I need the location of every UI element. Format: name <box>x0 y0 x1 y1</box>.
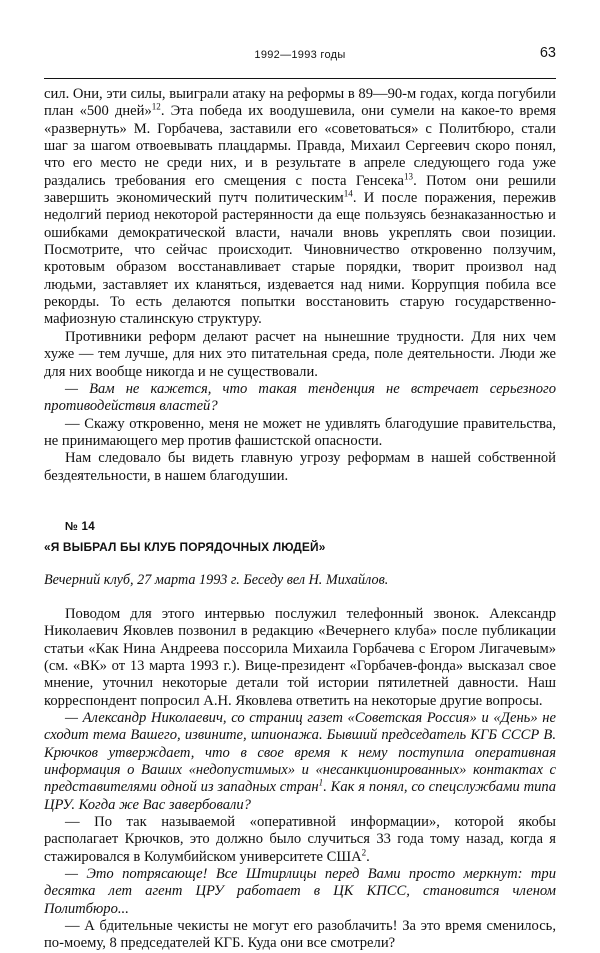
paragraph-question-1: — Вам не кажется, что такая тенденция не встречает серьезного противодействия властей? <box>44 380 556 415</box>
paragraph-text-q2: — Александр Николаевич, со страниц газет «Советская Россия» и «День» не сходит тема Вашего, извините, шпионажа. Бывший председатель КГБ СССР В. Крючков утверждает, что в свое время к нему поступила оперативная информация о Ваших «недопустимых» и «несанкционированных» контактах с представителями одной из западных стран$^1$. Как я понял, со спецслужбами типа ЦРУ. Когда же Вас завербовали? <box>44 709 556 813</box>
paragraph-answer-2: Нам следовало бы видеть главную угрозу реформам в нашей собственной бездеятельности, в нашем благодушии. <box>44 450 556 484</box>
document-source-line: Вечерний клуб, 27 марта 1993 г. Беседу вел Н. Михайлов. <box>44 571 389 588</box>
paragraph-question-2 <box>44 710 556 814</box>
footnote-marker-13: 13 <box>404 171 414 182</box>
document-title: «Я ВЫБРАЛ БЫ КЛУБ ПОРЯДОЧНЫХ ЛЮДЕЙ» <box>44 539 326 554</box>
paragraph-intro: Поводом для этого интервью послужил телефонный звонок. Александр Николаевич Яковлев позвонил в редакцию «Вечернего клуба» после публикации статьи «Как Нина Андреева поссорила Михаила Горбачева с Егором Лигачевым» (см. «ВК» от 13 марта 1993 г.). Вице-президент «Горбачев-фонда» высказал свое мнение, уточнил некоторые детали той истории пятилетней давности. Наш корреспондент попросил А.Н. Яковлева ответить на некоторые другие вопросы. <box>44 605 556 709</box>
paragraph-answer-4: — А бдительные чекисты не могут его разоблачить! За это время сменилось, по-моему, 8 председателей КГБ. Куда они все смотрели? <box>44 918 556 952</box>
footnote-marker-12: 12 <box>151 101 161 112</box>
paragraph-answer-1: — Скажу откровенно, меня не может не удивлять благодушие правительства, не принимающего мер против фашистской опасности. <box>44 415 556 449</box>
paragraph-text-a3: — По так называемой «оперативной информации», которой якобы располагает Крючков, это должно было случиться 33 года тому назад, когда я стажировался в Колумбийском университете США$^2$. <box>44 814 556 865</box>
footnote-marker-2: 2 <box>361 847 367 858</box>
page-number: 63 <box>539 45 556 61</box>
section-body-block <box>44 606 556 953</box>
section-heading-block <box>44 520 556 589</box>
paragraph-opponents: Противники реформ делают расчет на нынешние трудности. Для них чем хуже — тем лучше, для них это питательная среда, поле деятельности. Люди же для них вообще никогда и не существовали. <box>44 328 556 380</box>
footnote-marker-1: 1 <box>318 777 324 788</box>
document-number: № 14 <box>65 519 95 533</box>
running-head-title: 1992—1993 годы <box>254 49 346 61</box>
paragraph-continued <box>44 86 556 329</box>
paragraph-question-3: — Это потрясающе! Все Штирлицы перед Вами просто меркнут: три десятка лет агент ЦРУ работает в ЦК КПСС, становится членом Политбюро... <box>44 866 556 917</box>
footnote-marker-14: 14 <box>343 188 353 199</box>
running-head <box>44 45 556 79</box>
body-text-block <box>44 86 556 485</box>
paragraph-answer-3 <box>44 814 556 866</box>
paragraph-text-1: сил. Они, эти силы, выиграли атаку на реформы в 89—90-м годах, когда погубили план «500 дней»$^{12}$. Эта победа их воодушевила, они сумели на какое-то время «развернуть» М. Горбачева, заставили его «советоваться» с Политбюро, стали шаг за шагом отвоевывать плацдармы. Правда, Михаил Сергеевич скоро понял, что его место не среди них, и в результате в апреле следующего года уже раздались требования его смещения с поста Генсека$^{13}$. Потом они решили завершить экономический путч политическим$^{14}$. И после поражения, пережив недолгий период некоторой растерянности да еще пользуясь безнаказанностью и ошибками демократической власти, начали вновь укреплять свои позиции. Посмотрите, что сейчас происходит. Чиновничество откровенно ползучим, кротовым образом восстанавливает старые порядки, творит произвол над людьми, заставляет их кланяться, издевается над ними. Коррупция побила все рекорды. То есть делаются попытки восстановить старую государственно-мафиозную сталинскую структуру. <box>44 86 557 328</box>
page-content <box>44 0 556 953</box>
